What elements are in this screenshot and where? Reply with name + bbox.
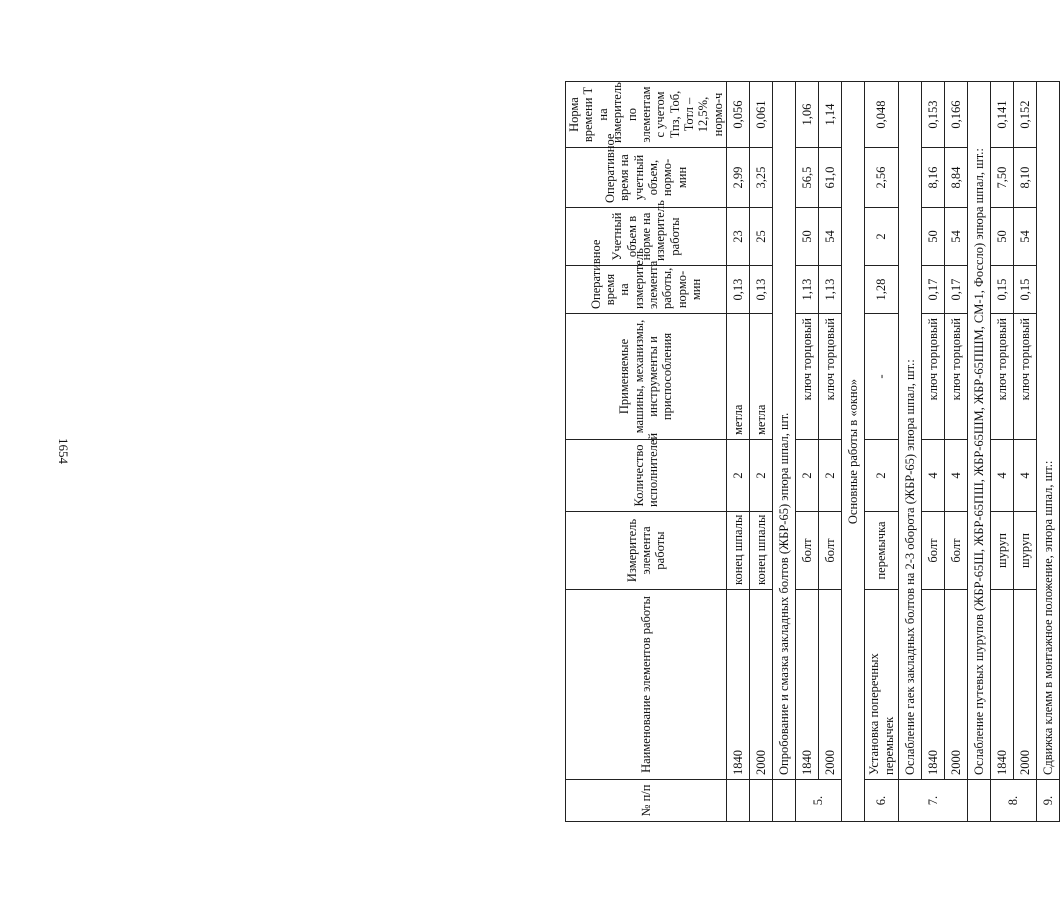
table-row: [945, 82, 968, 822]
volume-cell: 23: [727, 208, 750, 266]
section-title: Ослабление путевых шурупов (ЖБР-65Ш, ЖБР-65ПШ, ЖБР-65ШМ, ЖБР-65ПШМ, СМ-1, Фоссло) эпюра шпал, шт.:: [968, 82, 991, 780]
table-row: [819, 82, 842, 822]
workers-cell: 2: [750, 440, 773, 512]
tool-cell: ключ торцовый: [945, 314, 968, 440]
volume-cell: 54: [945, 208, 968, 266]
op-time-cell: 1,13: [796, 266, 819, 314]
element-name: 1840: [922, 590, 945, 780]
tool-cell: ключ торцовый: [991, 314, 1014, 440]
unit-cell: болт: [945, 512, 968, 590]
table-row: [750, 82, 773, 822]
vol-time-cell: 61,0: [819, 148, 842, 208]
workers-cell: 2: [796, 440, 819, 512]
section-row: [1037, 82, 1060, 822]
header-element-name: Наименование элементов работы: [566, 590, 727, 780]
tool-cell: метла: [750, 314, 773, 440]
volume-cell: 54: [1014, 208, 1037, 266]
page-number: 1654: [56, 438, 71, 464]
section-title: Сдвижка клемм в монтажное положение, эпюра шпал, шт.:: [1037, 82, 1060, 780]
tool-cell: ключ торцовый: [922, 314, 945, 440]
element-name: 1840: [991, 590, 1014, 780]
op-time-cell: 0,13: [727, 266, 750, 314]
tool-cell: -: [865, 314, 899, 440]
vol-time-cell: 8,16: [922, 148, 945, 208]
element-name: 2000: [819, 590, 842, 780]
element-name: 2000: [750, 590, 773, 780]
volume-cell: 54: [819, 208, 842, 266]
header-unit: Измеритель элемента работы: [566, 512, 727, 590]
norm-cell: 0,166: [945, 82, 968, 148]
workers-cell: 2: [865, 440, 899, 512]
op-time-cell: 0,13: [750, 266, 773, 314]
op-time-cell: 1,28: [865, 266, 899, 314]
unit-cell: шуруп: [1014, 512, 1037, 590]
norm-cell: 0,048: [865, 82, 899, 148]
op-time-cell: 0,15: [991, 266, 1014, 314]
norms-table: [565, 81, 1060, 822]
norm-cell: 1,06: [796, 82, 819, 148]
vol-time-cell: 2,99: [727, 148, 750, 208]
element-name: 1840: [727, 590, 750, 780]
unit-cell: болт: [819, 512, 842, 590]
op-time-cell: 0,15: [1014, 266, 1037, 314]
header-number: № п/п: [566, 780, 727, 822]
unit-cell: болт: [796, 512, 819, 590]
workers-cell: 4: [991, 440, 1014, 512]
unit-cell: болт: [922, 512, 945, 590]
section-row: [842, 82, 865, 822]
vol-time-cell: 56,5: [796, 148, 819, 208]
volume-cell: 2: [865, 208, 899, 266]
header-volume: Учетный объем в норме на измеритель работы: [566, 208, 727, 266]
vol-time-cell: 2,56: [865, 148, 899, 208]
tool-cell: ключ торцовый: [819, 314, 842, 440]
row-number: [750, 780, 773, 822]
row-number: 5.: [796, 780, 842, 822]
header-norm: Норма времени Т на измеритель по элементам с учетом Тпз, Тоб, Тотл – 12,5%, нормо-ч: [566, 82, 727, 148]
header-op-time: Оперативное время на измеритель элемента работы, нормо-мин: [566, 266, 727, 314]
row-number: 8.: [991, 780, 1037, 822]
norm-cell: 0,056: [727, 82, 750, 148]
volume-cell: 50: [991, 208, 1014, 266]
row-number: [968, 780, 991, 822]
row-number: [773, 780, 796, 822]
table-row: [865, 82, 899, 822]
unit-cell: конец шпалы: [750, 512, 773, 590]
norm-cell: 0,152: [1014, 82, 1037, 148]
workers-cell: 4: [945, 440, 968, 512]
section-row: [968, 82, 991, 822]
section-title: Опробование и смазка закладных болтов (ЖБР-65) эпюра шпал, шт.: [773, 82, 796, 780]
norm-cell: 0,141: [991, 82, 1014, 148]
tool-cell: ключ торцовый: [796, 314, 819, 440]
workers-cell: 4: [922, 440, 945, 512]
norm-cell: 0,061: [750, 82, 773, 148]
vol-time-cell: 7,50: [991, 148, 1014, 208]
row-number: 6.: [865, 780, 899, 822]
workers-cell: 2: [819, 440, 842, 512]
unit-cell: шуруп: [991, 512, 1014, 590]
norm-cell: 1,14: [819, 82, 842, 148]
element-name: Установка поперечных перемычек: [865, 590, 899, 780]
vol-time-cell: 3,25: [750, 148, 773, 208]
table-row: [1014, 82, 1037, 822]
table-row: [922, 82, 945, 822]
op-time-cell: 0,17: [922, 266, 945, 314]
section-row: [773, 82, 796, 822]
header-row: [566, 82, 727, 822]
header-vol-time: Оперативное время на учетный объем, нормо-мин: [566, 148, 727, 208]
norm-cell: 0,153: [922, 82, 945, 148]
row-number: 7.: [899, 780, 968, 822]
table-row: [991, 82, 1014, 822]
op-time-cell: 1,13: [819, 266, 842, 314]
section-title-main-works: Основные работы в «окно»: [842, 82, 865, 822]
vol-time-cell: 8,10: [1014, 148, 1037, 208]
volume-cell: 50: [922, 208, 945, 266]
volume-cell: 25: [750, 208, 773, 266]
tool-cell: ключ торцовый: [1014, 314, 1037, 440]
vol-time-cell: 8,84: [945, 148, 968, 208]
unit-cell: перемычка: [865, 512, 899, 590]
workers-cell: 4: [1014, 440, 1037, 512]
section-title: Ослабление гаек закладных болтов на 2-3 оборота (ЖБР-65) эпюра шпал, шт.:: [899, 82, 922, 780]
tool-cell: метла: [727, 314, 750, 440]
table-row: [727, 82, 750, 822]
element-name: 2000: [1014, 590, 1037, 780]
op-time-cell: 0,17: [945, 266, 968, 314]
header-tools: Применяемые машины, механизмы, инструменты и приспособления: [566, 314, 727, 440]
table-row: [796, 82, 819, 822]
unit-cell: конец шпалы: [727, 512, 750, 590]
element-name: 2000: [945, 590, 968, 780]
section-row: [899, 82, 922, 822]
row-number: [727, 780, 750, 822]
row-number: 9.: [1037, 780, 1060, 822]
element-name: 1840: [796, 590, 819, 780]
workers-cell: 2: [727, 440, 750, 512]
header-workers: Количество исполнителей: [566, 440, 727, 512]
volume-cell: 50: [796, 208, 819, 266]
rotated-table-container: [565, 82, 1055, 822]
